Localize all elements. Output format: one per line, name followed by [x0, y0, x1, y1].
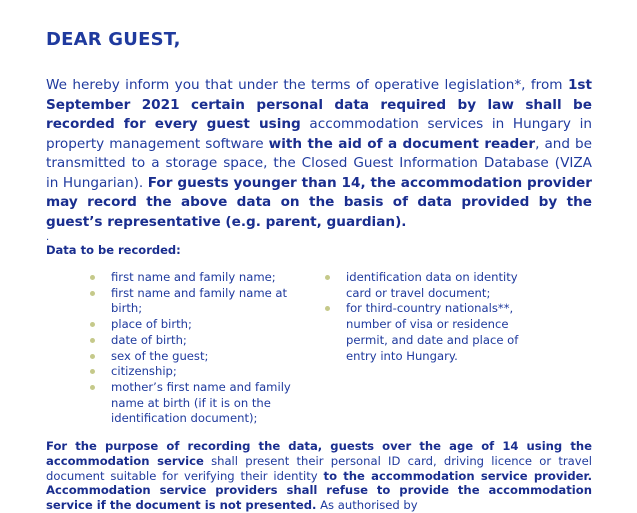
- data-list-right: [325, 270, 535, 364]
- outro-bold-2: to the accommodation service provider. Accommodation service providers shall refuse to provide the accommodation service if the document is not presented.: [46, 468, 592, 513]
- intro-text-2: accommodation services in Hungary in property management software: [46, 116, 592, 152]
- intro-paragraph: [46, 76, 592, 232]
- data-section-title: Data to be recorded:: [46, 243, 181, 257]
- list-item: date of birth;: [90, 333, 305, 349]
- data-list-left: [90, 270, 305, 427]
- intro-bold-2: with the aid of a document reader: [268, 135, 536, 152]
- intro-bold-3: For guests younger than 14, the accommodation provider may record the above data on the basis of data provided by the guest’s representative (e.g. parent, guardian).: [46, 174, 592, 230]
- list-item: for third-country nationals**, number of visa or residence permit, and date and place of entry into Hungary.: [325, 301, 535, 364]
- outro-text-2: As authorised by: [316, 498, 418, 513]
- list-item: place of birth;: [90, 317, 305, 333]
- stray-mark: .: [46, 232, 50, 243]
- greeting-heading: DEAR GUEST,: [46, 29, 181, 50]
- list-item: first name and family name;: [90, 270, 305, 286]
- outro-text-1: shall present their personal ID card, driving licence or travel document suitable for verifying their identity: [46, 453, 592, 483]
- list-item: citizenship;: [90, 364, 305, 380]
- list-item: identification data on identity card or travel document;: [325, 270, 535, 301]
- list-item: sex of the guest;: [90, 349, 305, 365]
- outro-bold-1: For the purpose of recording the data, guests over the age of 14 using the accommodation service: [46, 439, 592, 468]
- intro-text-1: We hereby inform you that under the terms of operative legislation*, from: [46, 77, 568, 93]
- outro-paragraph: [46, 439, 592, 513]
- intro-bold-1: 1st September 2021 certain personal data required by law shall be recorded for every guest using: [46, 77, 592, 132]
- intro-text-3: , and be transmitted to a storage space, the Closed Guest Information Database (VIZA in Hungarian).: [46, 135, 593, 191]
- list-item: first name and family name at birth;: [90, 286, 305, 317]
- list-item: mother’s first name and family name at birth (if it is on the identification document);: [90, 380, 305, 427]
